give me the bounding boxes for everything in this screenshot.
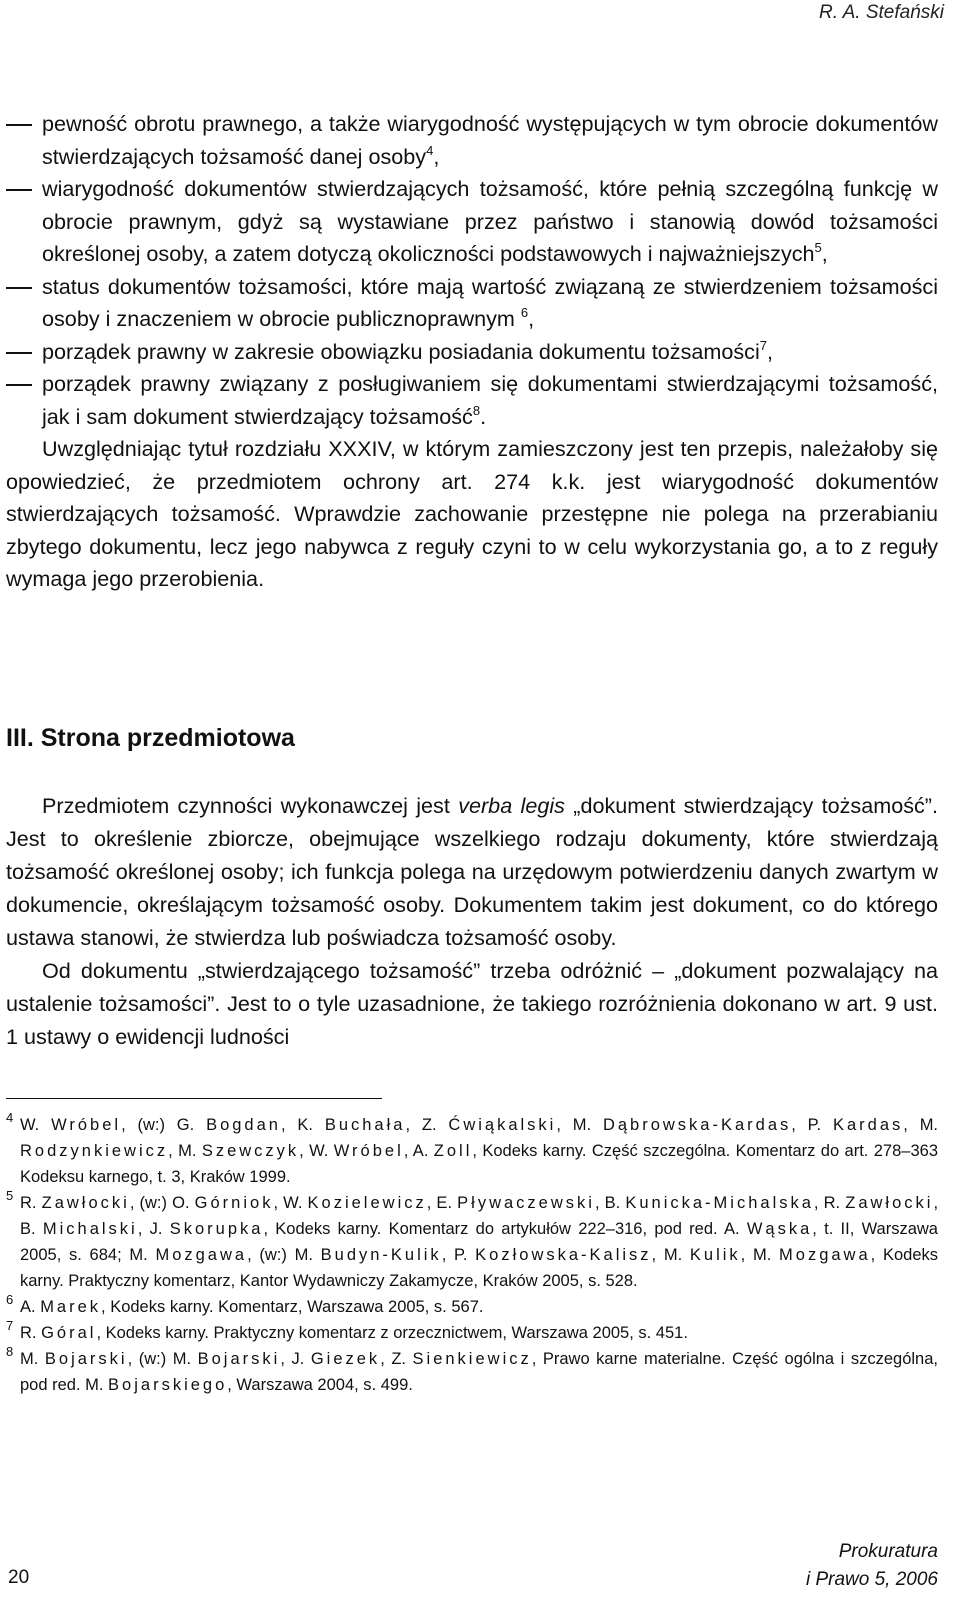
italic-term: verba legis bbox=[458, 793, 565, 818]
footnote-text: , Warszawa 2004, s. 499. bbox=[227, 1376, 413, 1394]
bullet-text: pewność obrotu prawnego, a także wiarygodność występujących w tym obrocie dokumentów stwierdzających tożsamość danej osoby bbox=[42, 111, 938, 169]
author-name: Rodzynkiewicz bbox=[20, 1142, 169, 1160]
footnote bbox=[6, 1294, 938, 1320]
author-name: Bojarski bbox=[197, 1350, 281, 1368]
author-name: Buchała bbox=[324, 1116, 406, 1134]
footnote-text: , Prawo karne materialne. Część ogólna i szczególna, pod red. M. bbox=[20, 1350, 938, 1394]
journal-footer bbox=[806, 1538, 938, 1594]
paragraph-text: Przedmiotem czynności wykonawczej jest bbox=[42, 793, 459, 818]
author-name: Bogdan bbox=[206, 1116, 281, 1134]
bullet-list bbox=[6, 108, 938, 433]
footnote-ref: 4 bbox=[426, 142, 434, 158]
author-name: Zoll bbox=[433, 1142, 473, 1160]
footnote-text: W. bbox=[20, 1116, 52, 1134]
footnote bbox=[6, 1320, 938, 1346]
author-name: Szewczyk bbox=[201, 1142, 300, 1160]
author-name: Sienkiewicz bbox=[412, 1350, 532, 1368]
footnote-text: , J. bbox=[137, 1220, 170, 1238]
footnote-text: , M. bbox=[168, 1142, 202, 1160]
footnote-text: , B. bbox=[20, 1194, 939, 1238]
footnote-text: A. bbox=[20, 1298, 41, 1316]
page-number: 20 bbox=[8, 1567, 30, 1588]
bullet-text: porządek prawny w zakresie obowiązku posiadania dokumentu tożsamości bbox=[42, 338, 760, 364]
body-paragraph: Uwzględniając tytuł rozdziału XXXIV, w którym zamieszczony jest ten przepis, należałoby się opowiedzieć, że przedmiotem ochrony art. 274 k.k. jest wiarygodność dokumentów stwierdzających tożsamość. Wprawdzie zachowanie przestępne nie polega na przerabianiu zbytego dokumentu, lecz jego nabywca z reguły czyni to w celu wykorzystania go, a to z reguły wymaga jego przerobienia. bbox=[6, 436, 938, 591]
footnote-number: 5 bbox=[6, 1188, 14, 1203]
author-name: Bojarski bbox=[44, 1350, 128, 1368]
bullet-text: wiarygodność dokumentów stwierdzających tożsamość, które pełnią szczególną funkcję w obrocie prawnym, gdyż są wystawiane przez państwo i stanowią dowód tożsamości określonej osoby, a zatem dotyczą okoliczności podstawowych i najważniejszych bbox=[42, 176, 938, 266]
bullet-item bbox=[6, 271, 938, 336]
author-name: Wróbel bbox=[51, 1116, 122, 1134]
footnote-text: , (w:) O. bbox=[129, 1194, 195, 1212]
footnote-text: , Kodeks karny. Komentarz, Warszawa 2005, s. 567. bbox=[101, 1298, 484, 1316]
author-name: Giezek bbox=[310, 1350, 381, 1368]
footnote-text: , B. bbox=[594, 1194, 626, 1212]
author-name: Mozgawa bbox=[779, 1246, 871, 1264]
footnote-text: , M. bbox=[903, 1116, 939, 1134]
footnote-number: 7 bbox=[6, 1318, 14, 1333]
footnote-text: , (w:) M. bbox=[127, 1350, 198, 1368]
footnote-text: , (w:) M. bbox=[247, 1246, 321, 1264]
author-name: Bojarskiego bbox=[108, 1376, 228, 1394]
footnote-text: , P. bbox=[441, 1246, 476, 1264]
bullet-item bbox=[6, 173, 938, 271]
author-name: Górniok bbox=[194, 1194, 274, 1212]
bullet-item bbox=[6, 108, 938, 173]
bullet-text: porządek prawny związany z posługiwaniem się dokumentami stwierdzającymi tożsamość, jak i sam dokument stwierdzający tożsamość bbox=[42, 371, 938, 429]
footnote-ref: 6 bbox=[520, 305, 529, 320]
section-heading: III. Strona przedmiotowa bbox=[6, 724, 295, 752]
author-name: Pływaczewski bbox=[457, 1194, 595, 1212]
footnote-text: R. bbox=[20, 1324, 42, 1342]
author-name: Kozielewicz bbox=[307, 1194, 427, 1212]
author-name: Kardas bbox=[832, 1116, 904, 1134]
footnote-text: , t. II, Warszawa 2005, s. 684; M. bbox=[20, 1220, 938, 1264]
author-name: Michalski bbox=[42, 1220, 138, 1238]
footnote-text: , R. bbox=[813, 1194, 846, 1212]
footnote-text: , W. bbox=[273, 1194, 308, 1212]
footnote-text: , E. bbox=[426, 1194, 458, 1212]
bullet-punct: , bbox=[821, 241, 828, 266]
footnote-text: , Z. bbox=[405, 1116, 449, 1134]
footnote-text: , P. bbox=[791, 1116, 833, 1134]
footnote-text: , Kodeks karny. Komentarz do artykułów 222–316, pod red. A. bbox=[263, 1220, 747, 1238]
footnote-text: , K. bbox=[280, 1116, 325, 1134]
footnote-number: 8 bbox=[6, 1344, 14, 1359]
author-name: Skorupka bbox=[169, 1220, 264, 1238]
footnote-ref: 5 bbox=[814, 240, 822, 255]
footnote-text: R. bbox=[20, 1194, 42, 1212]
author-name: Kulik bbox=[689, 1246, 741, 1264]
footnote-text: , A. bbox=[403, 1142, 434, 1160]
footnote-ref: 7 bbox=[759, 337, 768, 353]
author-name: Budyn-Kulik bbox=[320, 1246, 442, 1264]
footnote-number: 6 bbox=[6, 1292, 14, 1307]
footnote-text: , Kodeks karny. Część szczególna. Komentarz do art. 278–363 Kodeksu karnego, t. 3, Kraków 1999. bbox=[20, 1142, 938, 1186]
author-name: Kunicka-Michalska bbox=[625, 1194, 814, 1212]
footnote bbox=[6, 1112, 938, 1190]
author-name: Ćwiąkalski bbox=[448, 1116, 557, 1134]
footnote-text: , Kodeks karny. Praktyczny komentarz, Kantor Wydawniczy Zakamycze, Kraków 2005, s. 528. bbox=[20, 1246, 938, 1290]
body-paragraph: Od dokumentu „stwierdzającego tożsamość” trzeba odróżnić – „dokument pozwalający na ustalenie tożsamości”. Jest to o tyle uzasadnione, że takiego rozróżnienia dokonano w art. 9 ust. 1 ustawy o ewidencji ludności bbox=[6, 958, 938, 1049]
footnote-text: , J. bbox=[280, 1350, 311, 1368]
bullet-item bbox=[6, 368, 938, 433]
author-name: Wąska bbox=[746, 1220, 813, 1238]
footnote-text: , M. bbox=[556, 1116, 603, 1134]
footnote-text: , Z. bbox=[380, 1350, 413, 1368]
author-name: Góral bbox=[41, 1324, 97, 1342]
bullet-punct: . bbox=[480, 403, 487, 429]
footnote-ref: 8 bbox=[472, 402, 481, 418]
bullet-punct: , bbox=[528, 306, 535, 331]
author-name: Zawłocki bbox=[845, 1194, 934, 1212]
footnote-separator bbox=[6, 1098, 382, 1099]
bullet-punct: , bbox=[433, 143, 440, 169]
footnote-text: , (w:) G. bbox=[121, 1116, 207, 1134]
body-paragraph bbox=[6, 789, 938, 954]
footnote-number: 4 bbox=[6, 1110, 14, 1125]
author-name: Zawłocki bbox=[41, 1194, 130, 1212]
footnote-text: , M. bbox=[651, 1246, 690, 1264]
footnote-text: , Kodeks karny. Praktyczny komentarz z orzecznictwem, Warszawa 2005, s. 451. bbox=[96, 1324, 688, 1342]
author-name: Mozgawa bbox=[155, 1246, 248, 1264]
journal-title: Prokuratura bbox=[838, 1541, 938, 1562]
footnotes bbox=[6, 1112, 938, 1398]
footnote-text: M. bbox=[20, 1350, 45, 1368]
main-text bbox=[6, 108, 938, 596]
author-name: Kozłowska-Kalisz bbox=[475, 1246, 652, 1264]
running-header-author: R. A. Stefański bbox=[819, 2, 944, 23]
footnote-text: , M. bbox=[740, 1246, 780, 1264]
author-name: Dąbrowska-Kardas bbox=[602, 1116, 792, 1134]
footnote bbox=[6, 1190, 938, 1294]
footnote bbox=[6, 1346, 938, 1398]
section-body bbox=[6, 789, 938, 1053]
author-name: Wróbel bbox=[333, 1142, 404, 1160]
bullet-text: status dokumentów tożsamości, które mają wartość związaną ze stwierdzeniem tożsamości osoby i znaczeniem w obrocie publicznoprawnym bbox=[42, 273, 938, 331]
journal-issue: i Prawo 5, 2006 bbox=[805, 1569, 938, 1590]
paragraph-text: „dokument stwierdzający tożsamość”. Jest to określenie zbiorcze, obejmujące wszelkiego rodzaju dokumenty, które stwierdzają tożsamość określonej osoby; ich funkcja polega na urzędowym potwierdzeniu danych zwartym w dokumencie, określającym tożsamość osoby. Dokumentem takim jest dokument, co do którego ustawa stanowi, że stwierdza lub poświadcza tożsamość osoby. bbox=[6, 793, 938, 950]
bullet-punct: , bbox=[767, 338, 774, 364]
bullet-item bbox=[6, 336, 938, 369]
author-name: Marek bbox=[40, 1298, 102, 1316]
footnote-text: , W. bbox=[299, 1142, 334, 1160]
